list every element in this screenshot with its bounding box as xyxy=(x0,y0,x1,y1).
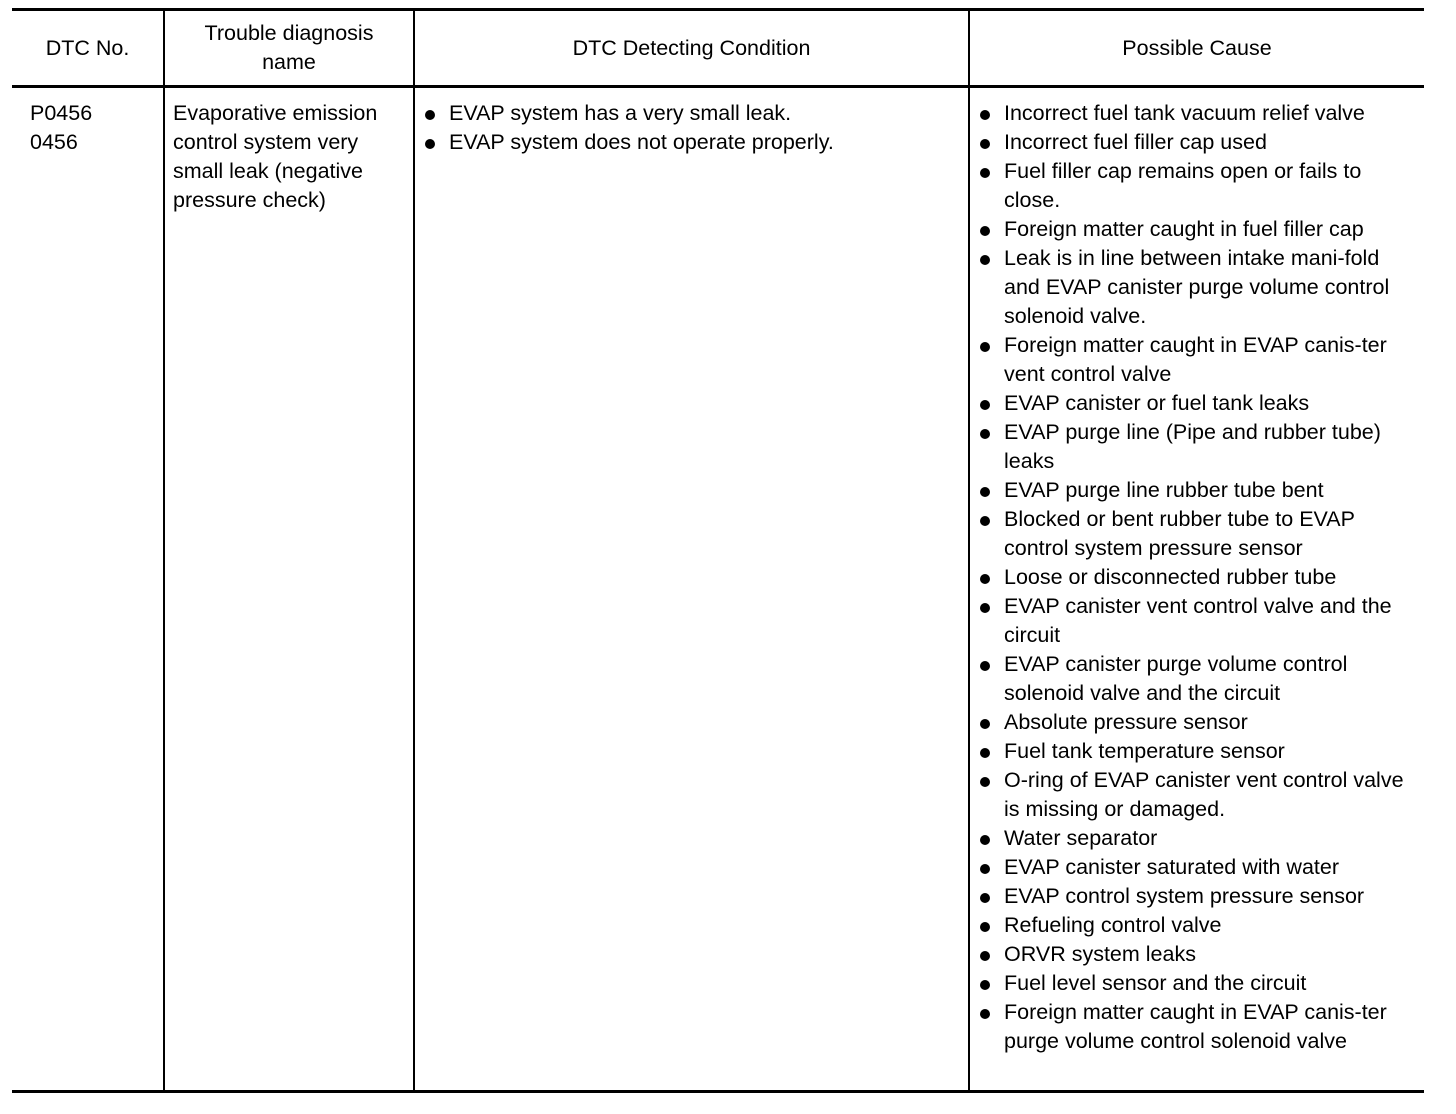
possible-cause-item: Foreign matter caught in fuel filler cap xyxy=(978,215,1418,244)
cell-dtc-no xyxy=(12,87,164,1092)
possible-cause-item: ORVR system leaks xyxy=(978,940,1418,969)
possible-cause-item: Foreign matter caught in EVAP canis-ter purge volume control solenoid valve xyxy=(978,998,1418,1056)
header-dtc-no: DTC No. xyxy=(12,10,164,87)
header-row xyxy=(12,10,1424,87)
dtc-table xyxy=(12,8,1424,1093)
possible-cause-item: EVAP canister vent control valve and the circuit xyxy=(978,592,1418,650)
possible-cause-item: EVAP purge line rubber tube bent xyxy=(978,476,1418,505)
possible-cause-item: Water separator xyxy=(978,824,1418,853)
possible-cause-item: Refueling control valve xyxy=(978,911,1418,940)
possible-cause-item: Leak is in line between intake mani-fold and EVAP canister purge volume control solenoid valve. xyxy=(978,244,1418,331)
detecting-condition-list xyxy=(423,99,962,157)
dtc-code: 0456 xyxy=(30,130,78,154)
table-header xyxy=(12,10,1424,87)
table-row xyxy=(12,87,1424,1092)
possible-cause-item: O-ring of EVAP canister vent control valve is missing or damaged. xyxy=(978,766,1418,824)
possible-cause-item: EVAP control system pressure sensor xyxy=(978,882,1418,911)
cell-trouble-diagnosis-name: Evaporative emission control system very small leak (negative pressure check) xyxy=(164,87,414,1092)
possible-cause-item: Incorrect fuel tank vacuum relief valve xyxy=(978,99,1418,128)
header-possible-cause: Possible Cause xyxy=(969,10,1424,87)
possible-cause-item: EVAP canister purge volume control solenoid valve and the circuit xyxy=(978,650,1418,708)
possible-cause-item: Blocked or bent rubber tube to EVAP control system pressure sensor xyxy=(978,505,1418,563)
cell-detecting-condition xyxy=(414,87,969,1092)
detecting-condition-item: EVAP system does not operate properly. xyxy=(423,128,962,157)
possible-cause-item: EVAP canister or fuel tank leaks xyxy=(978,389,1418,418)
cell-possible-cause xyxy=(969,87,1424,1092)
possible-cause-list xyxy=(978,99,1418,1056)
dtc-code: P0456 xyxy=(30,101,93,125)
possible-cause-item: Absolute pressure sensor xyxy=(978,708,1418,737)
possible-cause-item: Fuel level sensor and the circuit xyxy=(978,969,1418,998)
possible-cause-item: Foreign matter caught in EVAP canis-ter vent control valve xyxy=(978,331,1418,389)
header-trouble-diagnosis-name: Trouble diagnosis name xyxy=(164,10,414,87)
possible-cause-item: Fuel filler cap remains open or fails to close. xyxy=(978,157,1418,215)
possible-cause-item: Fuel tank temperature sensor xyxy=(978,737,1418,766)
possible-cause-item: Incorrect fuel filler cap used xyxy=(978,128,1418,157)
possible-cause-item: EVAP canister saturated with water xyxy=(978,853,1418,882)
detecting-condition-item: EVAP system has a very small leak. xyxy=(423,99,962,128)
possible-cause-item: EVAP purge line (Pipe and rubber tube) leaks xyxy=(978,418,1418,476)
header-dtc-detecting-condition: DTC Detecting Condition xyxy=(414,10,969,87)
table-body xyxy=(12,87,1424,1092)
possible-cause-item: Loose or disconnected rubber tube xyxy=(978,563,1418,592)
